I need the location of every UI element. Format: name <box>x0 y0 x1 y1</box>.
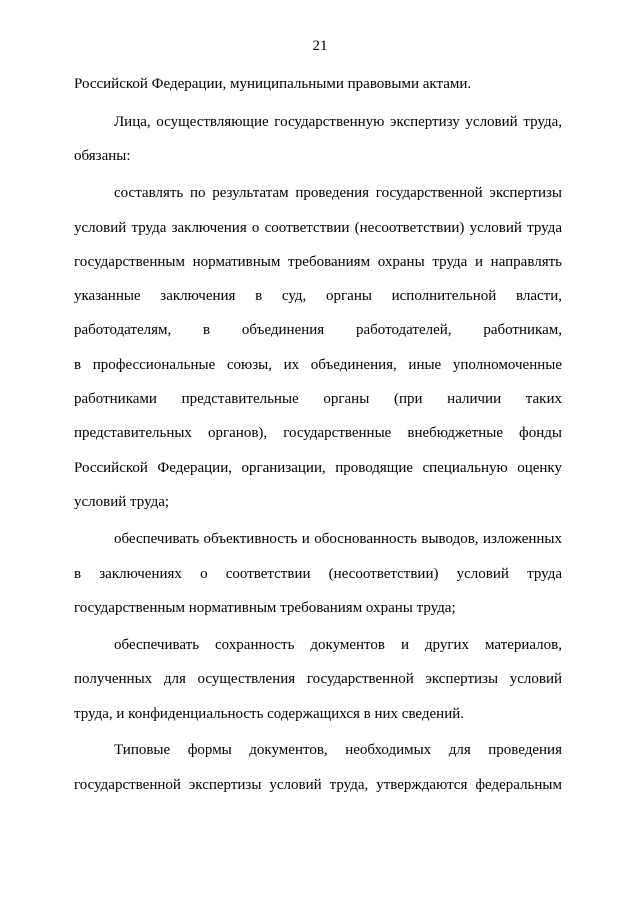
text-line: Российской Федерации, муниципальными правовыми актами. <box>74 76 472 92</box>
text-line: в профессиональные союзы, их объединения, иные уполномоченные <box>74 357 562 373</box>
text-line: полученных для осуществления государственной экспертизы условий <box>74 671 562 687</box>
text-line: государственным нормативным требованиям охраны труда и направлять <box>74 254 562 270</box>
text-line: условий труда заключения о соответствии (несоответствии) условий труда <box>74 220 562 236</box>
text-line: государственным нормативным требованиям охраны труда; <box>74 600 456 616</box>
text-line: труда, и конфиденциальность содержащихся в них сведений. <box>74 706 465 722</box>
text-line: составлять по результатам проведения государственной экспертизы <box>114 185 562 201</box>
text-line: государственной экспертизы условий труда, утверждаются федеральным <box>74 777 562 793</box>
text-line: указанные заключения в суд, органы исполнительной власти, <box>74 288 562 304</box>
text-line: в заключениях о соответствии (несоответствии) условий труда <box>74 566 562 582</box>
text-line: Лица, осуществляющие государственную экспертизу условий труда, <box>114 114 562 130</box>
text-line: работниками представительные органы (при наличии таких <box>74 391 562 407</box>
text-line: обеспечивать сохранность документов и других материалов, <box>114 637 562 653</box>
text-line: представительных органов), государственные внебюджетные фонды <box>74 425 562 441</box>
text-line: обязаны: <box>74 148 131 164</box>
text-line: обеспечивать объективность и обоснованность выводов, изложенных <box>114 531 562 547</box>
text-line: Типовые формы документов, необходимых для проведения <box>114 742 562 758</box>
text-line: Российской Федерации, организации, проводящие специальную оценку <box>74 460 562 476</box>
text-line: условий труда; <box>74 494 170 510</box>
page-number: 21 <box>312 38 328 54</box>
text-line: работодателям, в объединения работодателей, работникам, <box>74 322 562 338</box>
